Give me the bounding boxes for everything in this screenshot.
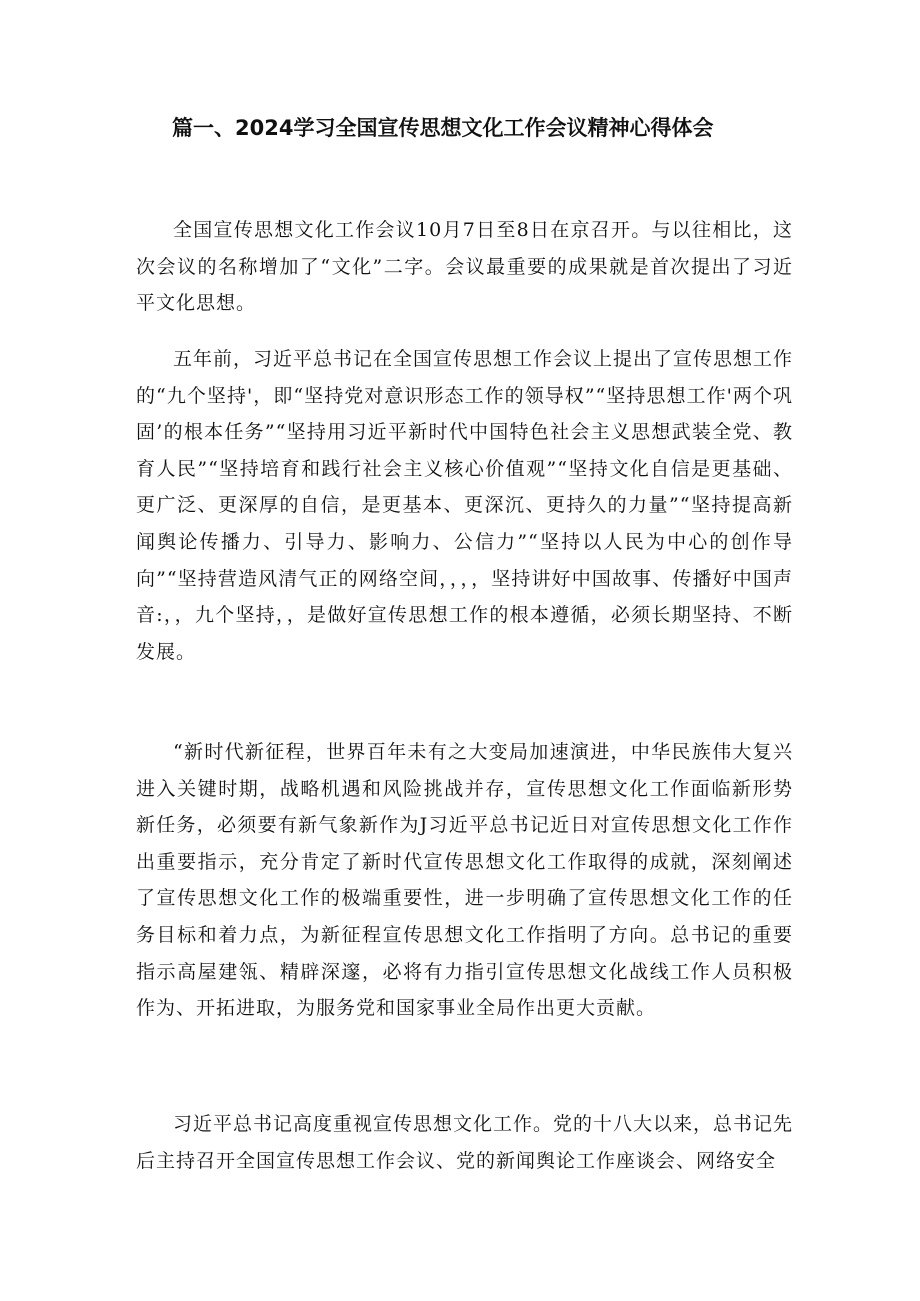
paragraph-4: 习近平总书记高度重视宣传思想文化工作。党的十八大以来，总书记先后主持召开全国宣传思想工作会议、党的新闻舆论工作座谈会、网络安全 bbox=[136, 1113, 794, 1172]
paragraph-1: 全国宣传思想文化工作会议10月7日至8日在京召开。与以往相比，这次会议的名称增加了“文化”二字。会议最重要的成果就是首次提出了习近平文化思想。 bbox=[136, 219, 793, 315]
paragraph-2: 五年前，习近平总书记在全国宣传思想工作会议上提出了宣传思想工作的“九个坚持'，即“坚持党对意识形态工作的领导权”“坚持思想工作'两个巩固’的根本任务”“坚持用习近平新时代中国特色社会主义思想武装全党、教育人民”“坚持培育和践行社会主义核心价值观”“坚持文化自信是更基础、更广泛、更深厚的自信，是更基本、更深沉、更持久的力量”“坚持提高新闻舆论传播力、引导力、影响力、公信力”“坚持以人民为中心的创作导向”“坚持营造风清气正的网络空间，，，，坚持讲好中国故事、传播好中国声音:，，九个坚持，，是做好宣传思想工作的根本遵循，必须长期坚持、不断发展。 bbox=[136, 348, 794, 663]
document-title: 篇一、2024学习全国宣传思想文化工作会议精神心得体会 bbox=[172, 116, 714, 140]
paragraph-3: “新时代新征程，世界百年未有之大变局加速演进，中华民族伟大复兴进入关键时期，战略机遇和风险挑战并存，宣传思想文化工作面临新形势新任务，必须要有新气象新作为J习近平总书记近日对宣传思想文化工作作出重要指示，充分肯定了新时代宣传思想文化工作取得的成就，深刻阐述了宣传思想文化工作的极端重要性，进一步明确了宣传思想文化工作的任务目标和着力点，为新征程宣传思想文化工作指明了方向。总书记的重要指示高屋建瓴、精辟深邃，必将有力指引宣传思想文化战线工作人员积极作为、开拓进取，为服务党和国家事业全局作出更大贡献。 bbox=[136, 741, 793, 1020]
